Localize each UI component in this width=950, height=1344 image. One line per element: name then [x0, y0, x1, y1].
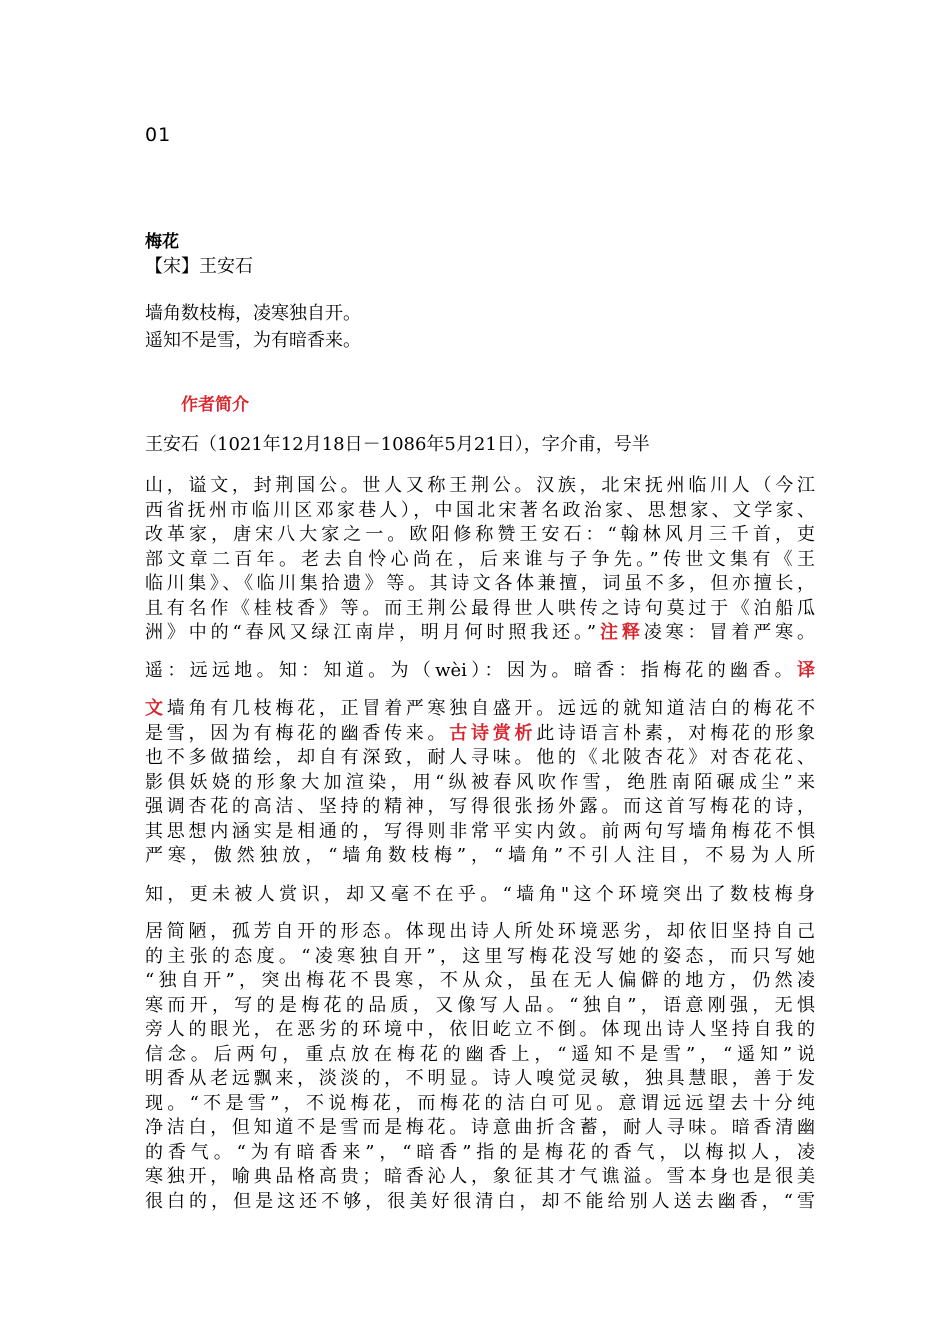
text-line: 严寒，傲然独放，“墙角数枝梅”，“墙角”不引人注目，不易为人所	[145, 845, 815, 866]
text-line: 知，更未被人赏识，却又毫不在乎。“墙角"这个环境突出了数枝梅身	[145, 884, 815, 905]
text-line: 很白的，但是这还不够，很美好很清白，却不能给别人送去幽香，“雪	[145, 1190, 815, 1212]
section-heading-author: 作者简介	[181, 395, 249, 415]
text-line: 寒独开，喻典品格高贵；暗香沁人，象征其才气谯溢。雪本身也是很美	[145, 1166, 815, 1187]
text-line: 旁人的眼光，在恶劣的环境中，依旧屹立不倒。体现出诗人坚持自我的	[145, 1019, 815, 1040]
label-translation: 文	[145, 698, 167, 719]
text-line: 也不多做描绘，却自有深致，耐人寻味。他的《北陂杏花》对杏花花、	[145, 747, 815, 768]
text-line: 山，谥文，封荆国公。世人又称王荆公。汉族，北宋抚州临川人（今江	[145, 475, 815, 496]
text-line: “独自开”，突出梅花不畏寒，不从众，虽在无人偏僻的地方，仍然凌	[145, 970, 815, 991]
text-line: 居简陋，孤芳自开的形态。体现出诗人所处环境恶劣，却依旧坚持自己	[145, 921, 815, 942]
text-line	[145, 659, 815, 684]
poem-body	[145, 300, 361, 354]
poem-line: 遥知不是雪，为有暗香来。	[145, 330, 361, 351]
section-number: 01	[145, 124, 172, 146]
text-line: 信念。后两句，重点放在梅花的幽香上，“遥知不是雪”，“遥知”说	[145, 1043, 815, 1065]
paragraph-author-bio	[145, 474, 815, 646]
text-line: 部文章二百年。老去自怜心尚在，后来谁与子争先。”传世文集有《王	[145, 548, 815, 570]
text-line	[145, 697, 815, 722]
paragraph-appreciation-continued	[145, 920, 815, 1214]
text-segment: 墙角有几枝梅花，正冒着严寒独自盛开。远远的就知道洁白的梅花不	[166, 698, 815, 719]
poem-line: 墙角数枝梅，凌寒独自开。	[145, 303, 361, 324]
paragraph-author-intro	[145, 433, 815, 458]
text-line: 临川集》、《临川集拾遗》等。其诗文各体兼擅，词虽不多，但亦擅长，	[145, 573, 815, 594]
text-line: 现。“不是雪”，不说梅花，而梅花的洁白可见。意谓远远望去十分纯	[145, 1092, 815, 1114]
text-line	[145, 722, 815, 747]
text-segment: 此诗语言朴素，对梅花的形象	[536, 722, 816, 744]
text-line	[145, 621, 815, 646]
text-line: 且有名作《桂枝香》等。而王荆公最得世人哄传之诗句莫过于《泊船瓜	[145, 597, 815, 619]
text-line: 明香从老远飘来，淡淡的，不明显。诗人嗅觉灵敏，独具慧眼，善于发	[145, 1068, 815, 1089]
label-notes: 注释	[596, 622, 644, 643]
paragraph-notes	[145, 659, 815, 684]
text-line: 影俱妖娆的形象大加渲染，用“纵被春风吹作雪，绝胜南陌碾成尘”来	[145, 771, 815, 793]
text-line: 王安石（1021年12月18日－1086年5月21日），字介甫，号半	[145, 434, 650, 455]
poem-author: 【宋】王安石	[145, 256, 253, 277]
label-appreciation: 古诗赏析	[449, 722, 537, 744]
text-line: 的香气。“为有暗香来”，“暗香”指的是梅花的香气，以梅拟人，凌	[145, 1141, 815, 1163]
text-line: 净洁白，但知道不是雪而是梅花。诗意曲折含蓄，耐人寻味。暗香清幽	[145, 1117, 815, 1138]
label-translation: 译	[797, 660, 815, 681]
text-segment: 是雪，因为有梅花的幽香传来。	[145, 722, 450, 744]
text-segment: 凌寒：冒着严寒。	[643, 622, 816, 643]
paragraph-translation-appreciation	[145, 697, 815, 869]
text-line: 的主张的态度。“凌寒独自开”，这里写梅花没写她的姿态，而只写她	[145, 945, 815, 967]
paragraph-continued	[145, 883, 815, 908]
text-line: 其思想内涵实是相通的，写得则非常平实内敛。前两句写墙角梅花不惧	[145, 820, 815, 842]
text-line: 改革家，唐宋八大家之一。欧阳修称赞王安石：“翰林风月三千首，吏	[145, 524, 815, 545]
text-line: 西省抚州市临川区邓家巷人），中国北宋著名政治家、思想家、文学家、	[145, 499, 815, 521]
text-segment: 洲》中的“春风又绿江南岸，明月何时照我还。”	[145, 622, 597, 643]
text-line: 强调杏花的高洁、坚持的精神，写得很张扬外露。而这首写梅花的诗，	[145, 796, 815, 817]
text-segment: 遥：远远地。知：知道。为（wèi）：因为。暗香：指梅花的幽香。	[145, 660, 797, 681]
text-line: 寒而开，写的是梅花的品质，又像写人品。“独自”，语意刚强，无惧	[145, 994, 815, 1016]
poem-title: 梅花	[145, 232, 179, 252]
